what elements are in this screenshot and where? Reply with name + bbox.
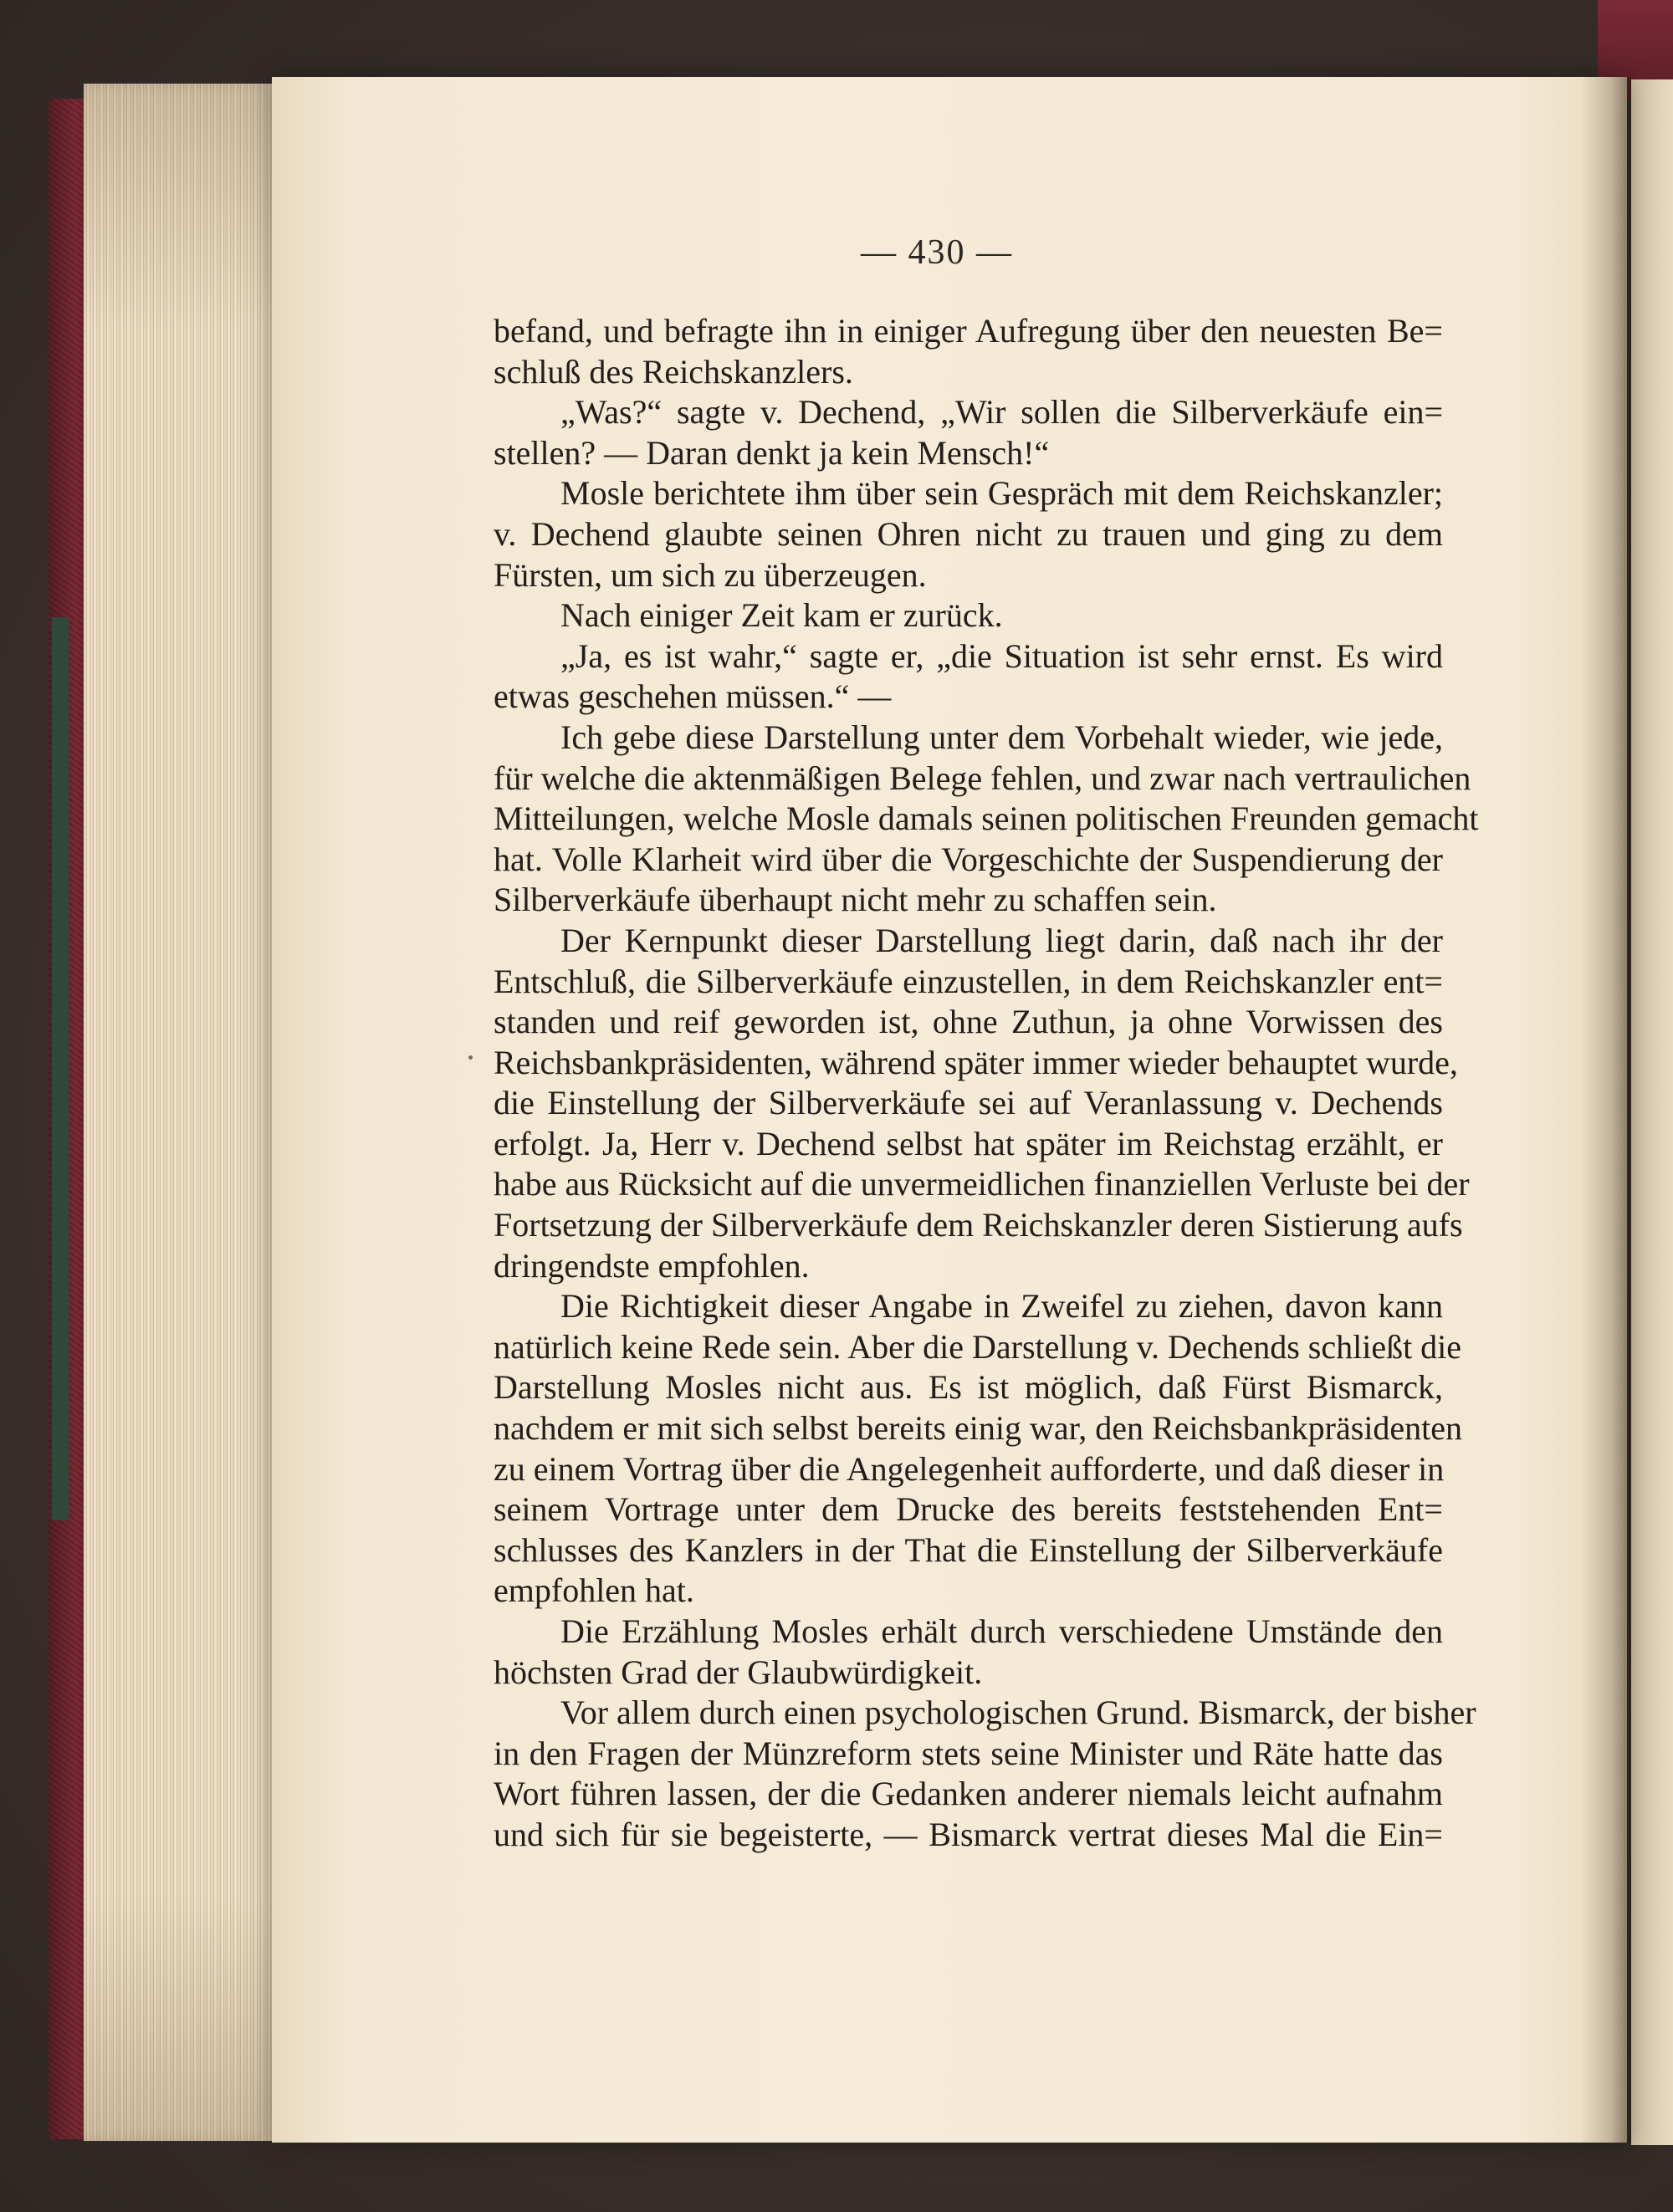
text-line: Reichsbankpräsidenten, während später immer wieder behauptet wurde, <box>494 1043 1458 1081</box>
text-line: „Ja, es ist wahr,“ sagte er, „die Situation ist sehr ernst. Es wird <box>560 636 1443 675</box>
text-line: Fürsten, um sich zu überzeugen. <box>494 555 927 594</box>
facing-page-edge <box>1631 79 1673 2145</box>
text-line: schluß des Reichskanzlers. <box>494 352 853 391</box>
text-line: zu einem Vortrag über die Angelegenheit aufforderte, und daß dieser in <box>494 1449 1445 1488</box>
text-line: und sich für sie begeisterte, — Bismarck vertrat dieses Mal die Ein= <box>494 1815 1443 1853</box>
text-line: „Was?“ sagte v. Dechend, „Wir sollen die Silberverkäufe ein= <box>560 393 1443 432</box>
text-line: Fortsetzung der Silberverkäufe dem Reichskanzler deren Sistierung aufs <box>494 1206 1463 1244</box>
text-line: Mitteilungen, welche Mosle damals seinen politischen Freunden gemacht <box>494 799 1479 838</box>
text-line: etwas geschehen müssen.“ — <box>494 677 892 716</box>
text-line: Mosle berichtete ihm über sein Gespräch mit dem Reichskanzler; <box>560 474 1443 513</box>
text-line: Ich gebe diese Darstellung unter dem Vorbehalt wieder, wie jede, <box>560 718 1443 756</box>
text-line: dringendste empfohlen. <box>494 1246 810 1285</box>
text-line: in den Fragen der Münzreform stets seine Minister und Räte hatte das <box>494 1734 1443 1772</box>
text-line: standen und reif geworden ist, ohne Zuthun, ja ohne Vorwissen des <box>494 1003 1443 1041</box>
text-line: nachdem er mit sich selbst bereits einig war, den Reichsbankpräsidenten <box>494 1409 1463 1448</box>
text-line: Silberverkäufe überhaupt nicht mehr zu schaffen sein. <box>494 881 1217 919</box>
book-gutter <box>1581 77 1631 2143</box>
text-line: Entschluß, die Silberverkäufe einzustellen, in dem Reichskanzler ent= <box>494 962 1443 1000</box>
paper-speck <box>468 1055 473 1060</box>
text-line: höchsten Grad der Glaubwürdigkeit. <box>494 1653 983 1691</box>
page-stack-edge <box>84 84 293 2141</box>
text-line: befand, und befragte ihn in einiger Aufregung über den neuesten Be= <box>494 312 1443 350</box>
text-line: Nach einiger Zeit kam er zurück. <box>560 596 1003 635</box>
text-line: Die Richtigkeit dieser Angabe in Zweifel zu ziehen, davon kann <box>560 1287 1443 1326</box>
text-line: natürlich keine Rede sein. Aber die Darstellung v. Dechends schließt die <box>494 1327 1462 1366</box>
text-line: Wort führen lassen, der die Gedanken anderer niemals leicht aufnahm <box>494 1775 1443 1813</box>
text-line: die Einstellung der Silberverkäufe sei auf Veranlassung v. Dechends <box>494 1084 1443 1122</box>
text-line: v. Dechend glaubte seinen Ohren nicht zu trauen und ging zu dem <box>494 514 1443 553</box>
text-line: empfohlen hat. <box>494 1571 694 1610</box>
page-number: — 430 — <box>861 233 1013 272</box>
text-line: Darstellung Mosles nicht aus. Es ist möglich, daß Fürst Bismarck, <box>494 1368 1443 1407</box>
text-line: Der Kernpunkt dieser Darstellung liegt darin, daß nach ihr der <box>560 921 1443 959</box>
body-text <box>494 311 1479 1856</box>
cover-cloth-band <box>52 617 69 1520</box>
text-line: stellen? — Daran denkt ja kein Mensch!“ <box>494 433 1050 472</box>
text-line: Die Erzählung Mosles erhält durch verschiedene Umstände den <box>560 1612 1443 1650</box>
text-line: seinem Vortrage unter dem Drucke des bereits feststehenden Ent= <box>494 1490 1443 1529</box>
text-line: erfolgt. Ja, Herr v. Dechend selbst hat später im Reichstag erzählt, er <box>494 1124 1443 1162</box>
text-line: für welche die aktenmäßigen Belege fehlen, und zwar nach vertraulichen <box>494 759 1471 797</box>
text-line: hat. Volle Klarheit wird über die Vorgeschichte der Suspendierung der <box>494 840 1443 878</box>
text-line: schlusses des Kanzlers in der That die Einstellung der Silberverkäufe <box>494 1530 1443 1569</box>
text-line: habe aus Rücksicht auf die unvermeidlichen finanziellen Verluste bei der <box>494 1165 1470 1203</box>
text-line: Vor allem durch einen psychologischen Grund. Bismarck, der bisher <box>560 1693 1476 1732</box>
